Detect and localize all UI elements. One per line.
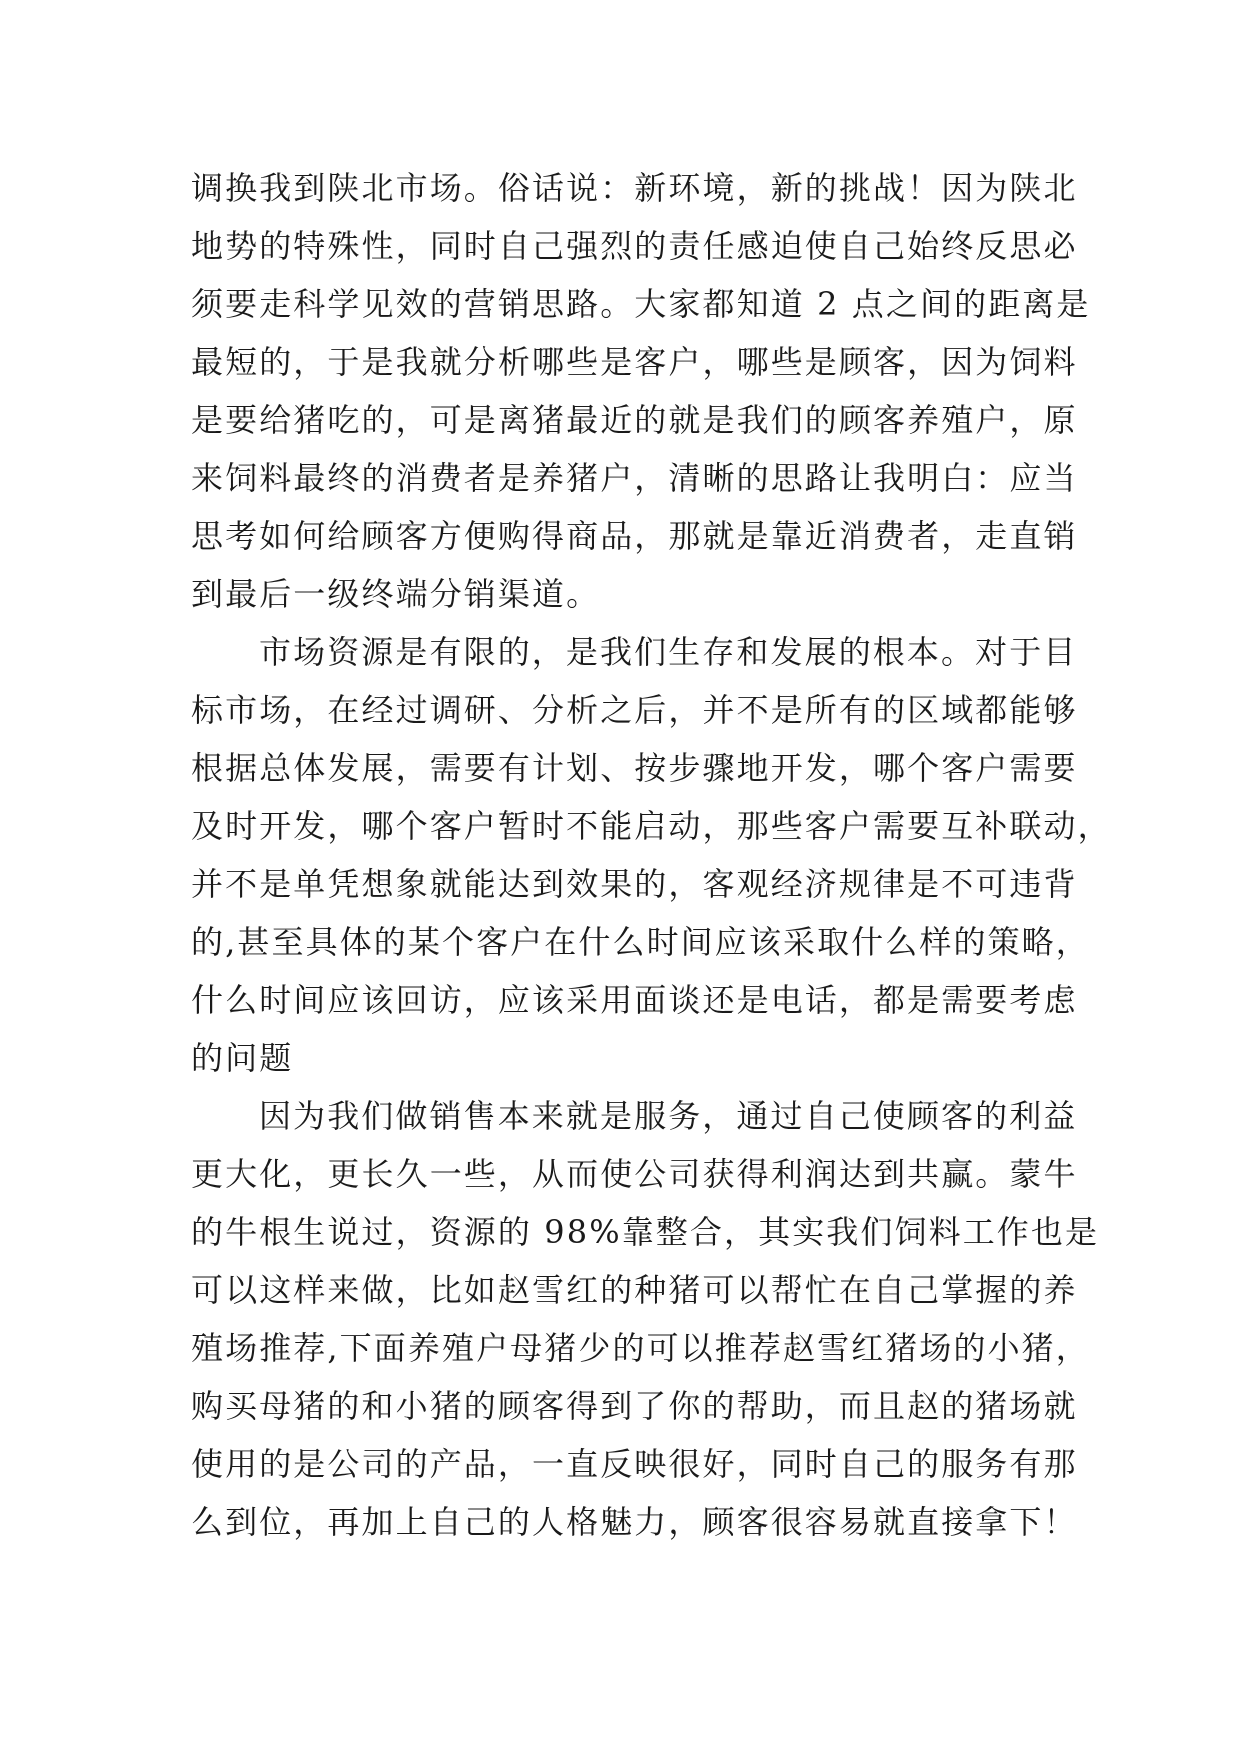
text-line: 是要给猪吃的，可是离猪最近的就是我们的顾客养殖户，原 [191,401,1078,439]
text-line: 什么时间应该回访，应该采用面谈还是电话，都是需要考虑 [191,981,1078,1019]
text-line: 使用的是公司的产品，一直反映很好，同时自己的服务有那 [191,1445,1078,1483]
text-line: 殖场推荐,下面养殖户母猪少的可以推荐赵雪红猪场的小猪， [191,1329,1090,1367]
text-line: 地势的特殊性，同时自己强烈的责任感迫使自己始终反思必 [191,227,1078,265]
text-line: 调换我到陕北市场。俗话说：新环境，新的挑战！因为陕北 [191,169,1078,207]
text-line: 思考如何给顾客方便购得商品，那就是靠近消费者，走直销 [191,517,1078,555]
text-line: 须要走科学见效的营销思路。大家都知道 2 点之间的距离是 [191,285,1091,323]
text-line: 购买母猪的和小猪的顾客得到了你的帮助，而且赵的猪场就 [191,1387,1078,1425]
text-line: 根据总体发展，需要有计划、按步骤地开发，哪个客户需要 [191,749,1078,787]
text-line: 更大化，更长久一些，从而使公司获得利润达到共赢。蒙牛 [191,1155,1078,1193]
text-line: 可以这样来做，比如赵雪红的种猪可以帮忙在自己掌握的养 [191,1271,1078,1309]
text-line: 到最后一级终端分销渠道。 [191,575,601,613]
text-line: 来饲料最终的消费者是养猪户，清晰的思路让我明白：应当 [191,459,1078,497]
text-line: 并不是单凭想象就能达到效果的，客观经济规律是不可违背 [191,865,1078,903]
body-text [191,159,1112,1551]
text-line: 及时开发，哪个客户暂时不能启动，那些客户需要互补联动， [191,807,1112,845]
text-line: 最短的，于是我就分析哪些是客户，哪些是顾客，因为饲料 [191,343,1078,381]
text-line: 的牛根生说过，资源的 98%靠整合，其实我们饲料工作也是 [191,1213,1100,1251]
paragraph-start-line: 因为我们做销售本来就是服务，通过自己使顾客的利益 [259,1097,1078,1135]
text-line: 的,甚至具体的某个客户在什么时间应该采取什么样的策略， [191,923,1090,961]
paragraph-start-line: 市场资源是有限的，是我们生存和发展的根本。对于目 [259,633,1078,671]
text-line: 么到位，再加上自己的人格魅力，顾客很容易就直接拿下！ [191,1503,1078,1541]
text-line: 的问题 [191,1039,294,1077]
text-line: 标市场，在经过调研、分析之后，并不是所有的区域都能够 [191,691,1078,729]
